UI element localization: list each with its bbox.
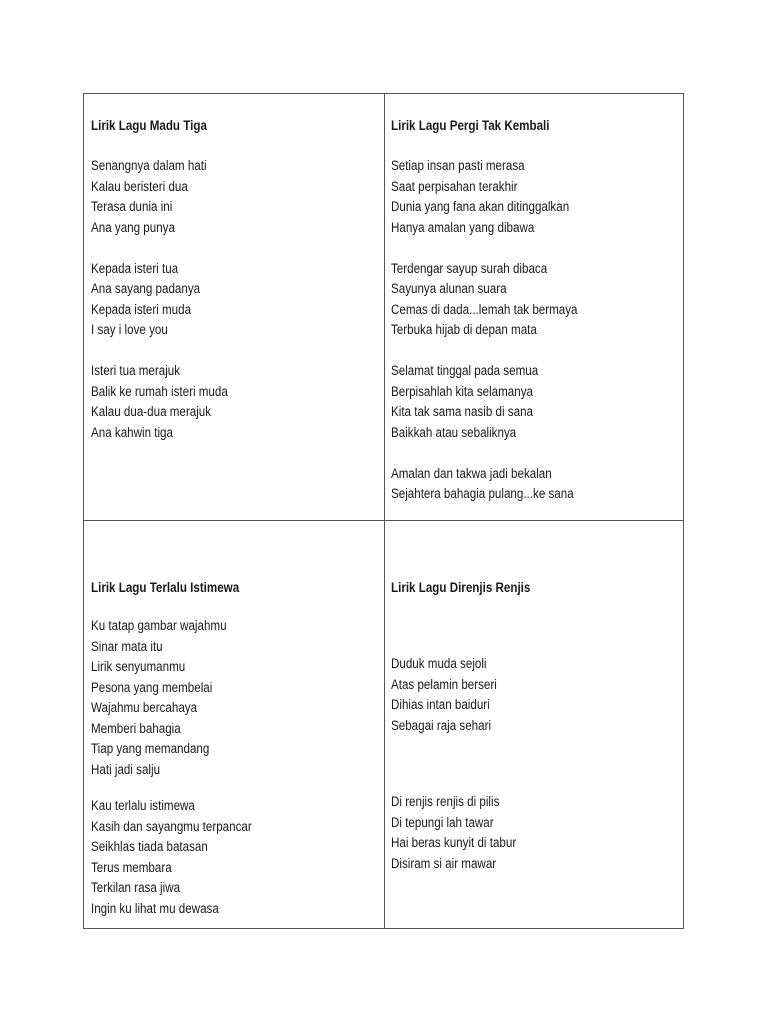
lyric-line: Dunia yang fana akan ditinggalkan: [391, 199, 570, 214]
lyric-line: Disiram si air mawar: [391, 855, 497, 871]
lyric-line: Memberi bahagia: [91, 720, 181, 736]
lyric-line: Balik ke rumah isteri muda: [91, 383, 228, 399]
lyric-line: Kalau dua-dua merajuk: [91, 404, 212, 419]
lyric-line: Duduk muda sejoli: [391, 656, 487, 671]
song-cell-madu-tiga: [84, 116, 384, 443]
lyric-line: Kepada isteri tua: [91, 260, 179, 276]
song-title: Lirik Lagu Madu Tiga: [91, 118, 207, 133]
stanza: [391, 464, 684, 505]
lyric-line: Cemas di dada...lemah tak bermaya: [391, 301, 578, 317]
lyric-line: Terkilan rasa jiwa: [91, 880, 181, 895]
lyric-line: Wajahmu bercahaya: [91, 700, 198, 715]
lyric-line: Berpisahlah kita selamanya: [391, 383, 533, 399]
lyric-line: Setiap insan pasti merasa: [391, 158, 525, 173]
stanza: [391, 792, 684, 874]
lyric-line: Isteri tua merajuk: [91, 363, 181, 378]
lyric-line: Seikhlas tiada batasan: [91, 839, 208, 854]
song-title: Lirik Lagu Terlalu Istimewa: [91, 580, 240, 595]
lyric-line: Saat perpisahan terakhir: [391, 178, 518, 194]
stanza: [391, 654, 684, 736]
lyric-line: Lirik senyumanmu: [91, 659, 186, 674]
stanza: [391, 156, 684, 238]
lyric-line: Kau terlalu istimewa: [91, 798, 195, 813]
song-cell-direnjis-renjis: [384, 578, 684, 874]
stanza: [391, 259, 684, 341]
lyric-line: I say i love you: [91, 322, 168, 337]
lyric-line: Tiap yang memandang: [91, 741, 210, 756]
lyrics-table: [83, 93, 684, 929]
lyric-line: Di tepungi lah tawar: [391, 814, 494, 830]
lyric-line: Pesona yang membelai: [91, 679, 213, 695]
lyric-line: Sebagai raja sehari: [391, 717, 492, 733]
lyric-line: Senangnya dalam hati: [91, 158, 207, 173]
lyric-line: Baikkah atau sebaliknya: [391, 424, 517, 440]
lyric-line: Kita tak sama nasib di sana: [391, 404, 533, 419]
lyric-line: Sayunya alunan suara: [391, 281, 507, 296]
song-title: Lirik Lagu Direnjis Renjis: [391, 580, 531, 595]
lyric-line: Selamat tinggal pada semua: [391, 363, 539, 378]
lyric-line: Sejahtera bahagia pulang...ke sana: [391, 486, 574, 501]
stanza: [91, 156, 384, 238]
lyric-line: Terdengar sayup surah dibaca: [391, 260, 548, 276]
lyric-line: Sinar mata itu: [91, 638, 163, 654]
lyric-line: Dihias intan baiduri: [391, 697, 490, 712]
lyric-line: Di renjis renjis di pilis: [391, 794, 500, 809]
lyric-line: Atas pelamin berseri: [391, 676, 497, 692]
lyric-line: Hai beras kunyit di tabur: [391, 835, 517, 850]
stanza: [91, 259, 384, 341]
lyric-line: Terbuka hijab di depan mata: [391, 322, 537, 337]
lyric-line: Hanya amalan yang dibawa: [391, 219, 535, 235]
lyric-line: Ana sayang padanya: [91, 281, 201, 296]
lyric-line: Ku tatap gambar wajahmu: [91, 618, 227, 633]
lyric-line: Kalau beristeri dua: [91, 178, 188, 194]
stanza: [91, 796, 384, 919]
lyric-line: Ingin ku lihat mu dewasa: [91, 900, 219, 916]
song-title: Lirik Lagu Pergi Tak Kembali: [391, 118, 550, 133]
lyric-line: Ana yang punya: [91, 219, 175, 235]
stanza: [91, 616, 384, 780]
lyric-line: Terasa dunia ini: [91, 199, 173, 214]
song-cell-pergi-tak-kembali: [384, 116, 684, 505]
lyric-line: Hati jadi salju: [91, 761, 161, 777]
song-cell-terlalu-istimewa: [84, 578, 384, 919]
stanza: [91, 361, 384, 443]
lyric-line: Ana kahwin tiga: [91, 424, 173, 440]
lyric-line: Terus membara: [91, 859, 172, 875]
lyric-line: Kepada isteri muda: [91, 301, 192, 317]
stanza: [391, 361, 684, 443]
lyric-line: Amalan dan takwa jadi bekalan: [391, 465, 552, 481]
row-divider: [84, 520, 683, 521]
lyric-line: Kasih dan sayangmu terpancar: [91, 818, 252, 834]
